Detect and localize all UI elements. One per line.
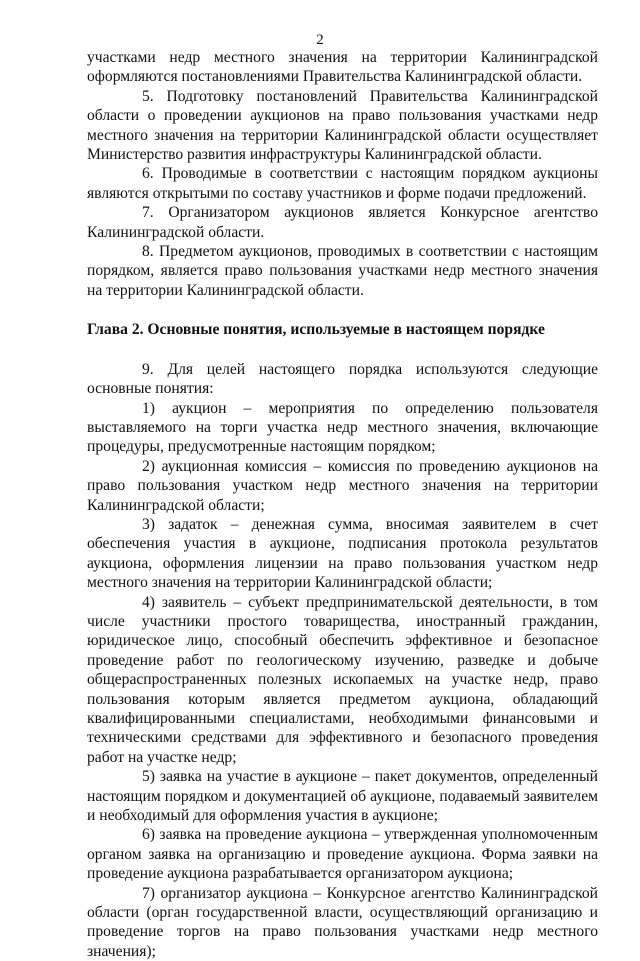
definition-item-4: 4) заявитель – субъект предпринимательской деятельности, в том числе участники простого товарищества, иностранный гражданин, юридическое лицо, способный обеспечить эффективное и безопасное проведение работ по геологическому изучению, разведке и добыче общераспространенных полезных ископаемых на участке недр, право пользования которым является предметом аукциона, обладающий квалифицированными специалистами, необходимыми финансовыми и техническими средствами для эффективного и безопасного проведения работ на участке недр;	[87, 593, 598, 766]
definition-item-5: 5) заявка на участие в аукционе – пакет документов, определенный настоящим порядком и документацией об аукционе, подаваемый заявителем и необходимый для оформления участия в аукционе;	[87, 768, 598, 825]
definition-item-2: 2) аукционная комиссия – комиссия по проведению аукционов на право пользования участком недр местного значения на территории Калининградской области;	[87, 457, 598, 514]
definition-item-7: 7) организатор аукциона – Конкурсное агентство Калининградской области (орган государственной власти, осуществляющий организацию и проведение торгов на право пользования участками недр местного значения);	[87, 884, 598, 960]
definition-item-6: 6) заявка на проведение аукциона – утвержденная уполномоченным органом заявка на организацию и проведение аукциона. Форма заявки на проведение аукциона разрабатывается организатором аукциона;	[87, 826, 598, 883]
paragraph-9: 9. Для целей настоящего порядка используются следующие основные понятия:	[87, 360, 598, 398]
page-number: 2	[316, 32, 324, 48]
paragraph-5: 5. Подготовку постановлений Правительства Калининградской области о проведении аукционов на право пользования участками недр местного значения на территории Калининградской области осуществляет Министерство развития инфраструктуры Калининградской области.	[87, 87, 598, 164]
chapter-heading: Глава 2. Основные понятия, используемые в настоящем порядке	[87, 321, 545, 339]
paragraph-continuation: участками недр местного значения на территории Калининградской оформляются постановлениями Правительства Калининградской области.	[87, 49, 598, 86]
paragraph-7: 7. Организатором аукционов является Конкурсное агентство Калининградской области.	[87, 204, 598, 241]
definition-item-3: 3) задаток – денежная сумма, вносимая заявителем в счет обеспечения участия в аукционе, подписания протокола результатов аукциона, оформления лицензии на право пользования участком недр местного значения на территории Калининградской области;	[87, 515, 598, 592]
paragraph-8: 8. Предметом аукционов, проводимых в соответствии с настоящим порядком, является право пользования участками недр местного значения на территории Калининградской области.	[87, 243, 598, 299]
definition-item-1: 1) аукцион – мероприятия по определению пользователя выставляемого на торги участка недр местного значения, включающие процедуры, предусмотренные настоящим порядком;	[87, 399, 598, 456]
paragraph-6: 6. Проводимые в соответствии с настоящим порядком аукционы являются открытыми по составу участников и форме подачи предложений.	[87, 165, 598, 202]
document-body	[87, 48, 598, 961]
